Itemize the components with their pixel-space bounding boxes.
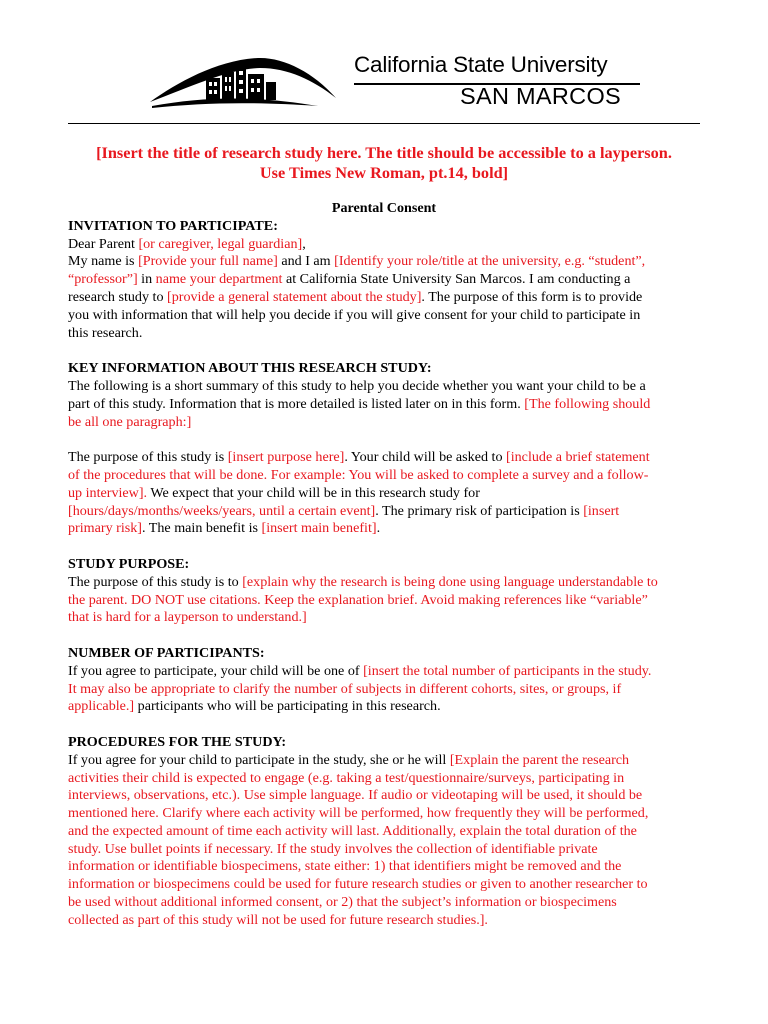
paragraph-line: you with information that will help you decide if you will give consent for your child to participate in: [68, 306, 641, 323]
study-title: [68, 143, 700, 183]
study-title-line: [Insert the title of research study here. The title should be accessible to a layperson.: [96, 143, 672, 162]
paragraph-line: of the procedures that will be done. For example: You will be asked to complete a survey and a follow-: [68, 466, 649, 483]
paragraph-line: be all one paragraph:]: [68, 413, 192, 430]
paragraph-line: Dear Parent [or caregiver, legal guardian],: [68, 235, 306, 252]
paragraph-line: If you agree to participate, your child will be one of [insert the total number of participants in the study.: [68, 662, 652, 679]
section-heading-invitation: INVITATION TO PARTICIPATE:: [68, 217, 278, 234]
paragraph-line: this research.: [68, 324, 143, 341]
paragraph-line: [hours/days/months/weeks/years, until a certain event]. The primary risk of participation is [insert: [68, 502, 620, 519]
section-heading-procedures: PROCEDURES FOR THE STUDY:: [68, 733, 287, 750]
header-rule: [68, 123, 700, 124]
paragraph-line: up interview]. We expect that your child will be in this research study for: [68, 484, 480, 501]
paragraph-line: be used without additional informed consent, or 2) that the subject’s information or biospecimens: [68, 894, 617, 911]
paragraph-line: part of this study. Information that is more detailed is listed later on in this form. [The following should: [68, 395, 651, 412]
paragraph-line: “professor”] in name your department at California State University San Marcos. I am conducting a: [68, 271, 631, 288]
university-campus: SAN MARCOS: [460, 83, 621, 109]
paragraph-line: activities their child is expected to engage (e.g. taking a test/questionnaire/surveys, participating in: [68, 769, 625, 786]
paragraph-line: that is hard for a layperson to understand.]: [68, 609, 307, 626]
paragraph-line: If you agree for your child to participate in the study, she or he will [Explain the parent the research: [68, 751, 630, 768]
section-heading-study-purpose: STUDY PURPOSE:: [68, 555, 190, 572]
section-heading-key-information: KEY INFORMATION ABOUT THIS RESEARCH STUDY:: [68, 360, 432, 377]
paragraph-line: It may also be appropriate to clarify the number of subjects in different cohorts, sites, or groups, if: [68, 680, 622, 697]
paragraph-line: applicable.] participants who will be participating in this research.: [68, 698, 441, 715]
document-header: [68, 48, 700, 114]
paragraph-line: the parent. DO NOT use citations. Keep the explanation brief. Avoid making references like “variable”: [68, 591, 648, 608]
paragraph-line: The following is a short summary of this study to help you decide whether you want your child to be a: [68, 377, 646, 394]
paragraph-line: interviews, observations, etc.). Use simple language. If audio or videotaping will be used, it should be: [68, 787, 643, 804]
section-heading-number-of-participants: NUMBER OF PARTICIPANTS:: [68, 644, 265, 661]
paragraph-line: The purpose of this study is [insert purpose here]. Your child will be asked to [include a brief statement: [68, 449, 650, 466]
csusm-logo-icon: [148, 52, 338, 112]
consent-body: [68, 200, 708, 930]
paragraph-line: primary risk]. The main benefit is [insert main benefit].: [68, 520, 381, 537]
paragraph-line: research study to [provide a general statement about the study]. The purpose of this form is to provide: [68, 288, 643, 305]
paragraph-line: and the expected amount of time each activity will last. Additionally, explain the total duration of the: [68, 822, 637, 839]
paragraph-line: collected as part of this study will not be used for future research studies.].: [68, 911, 488, 928]
paragraph-line: study. Use bullet points if necessary. If the study involves the collection of identifiable private: [68, 840, 598, 857]
study-title-line: Use Times New Roman, pt.14, bold]: [259, 163, 509, 182]
paragraph-line: information or identifiable biospecimens, state either: 1) that identifiers might be removed and the: [68, 858, 622, 875]
form-subtitle: Parental Consent: [331, 200, 437, 216]
university-name: California State University: [354, 52, 608, 77]
paragraph-line: mentioned here. Clarify where each activity will be performed, how frequently they will be performed,: [68, 805, 649, 822]
paragraph-line: information or biospecimens could be used for future research studies or given to another researcher to: [68, 876, 648, 893]
paragraph-line: The purpose of this study is to [explain why the research is being done using language understandable to: [68, 573, 658, 590]
paragraph-line: My name is [Provide your full name] and I am [Identify your role/title at the university, e.g. “student”,: [68, 253, 646, 270]
